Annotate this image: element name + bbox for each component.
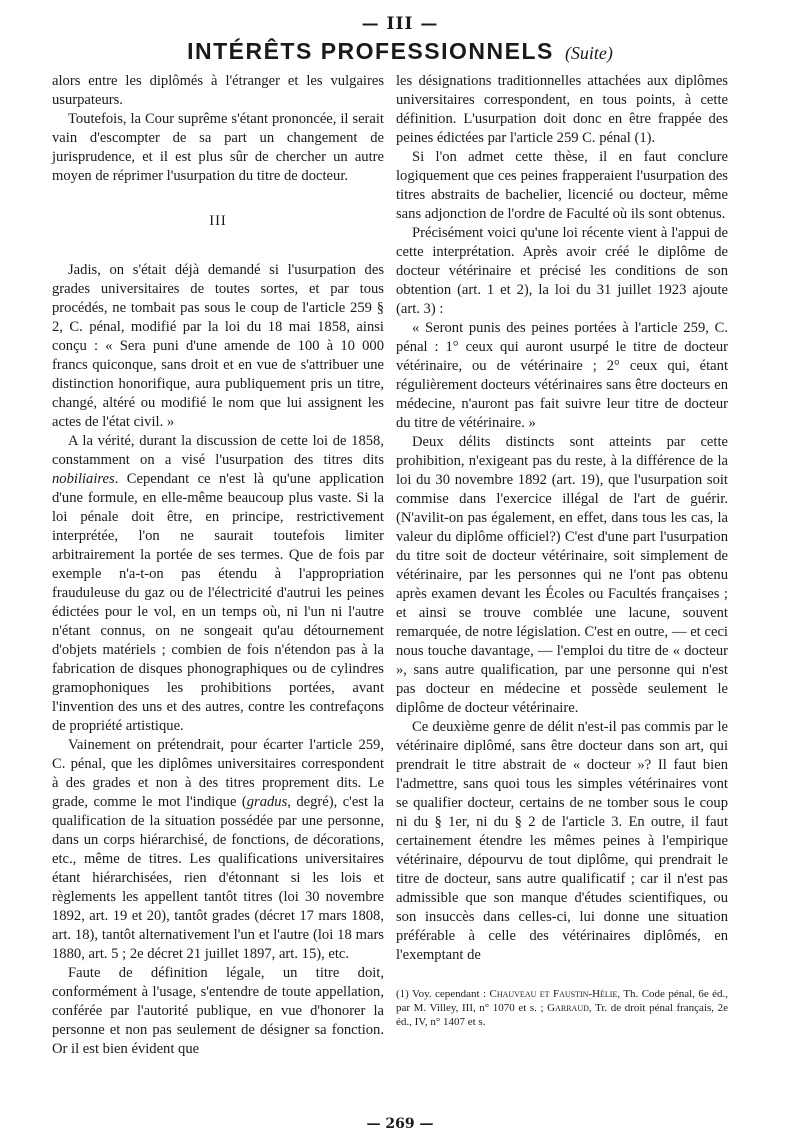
page-roman-numeral: — III —: [361, 14, 439, 34]
title-main: INTÉRÊTS PROFESSIONNELS: [187, 38, 554, 64]
left-paragraph-2: Toutefois, la Cour suprême s'étant prononcée, il serait vain d'escompter de sa part un changement de jurisprudence, et il est plus sûr de chercher un autre moyen de réprimer l'usurpation du titre de docteur.: [52, 111, 384, 184]
right-paragraph-6: Ce deuxième genre de délit n'est-il pas commis par le vétérinaire diplômé, sans être docteur dans son art, qui prendrait le titre abstrait de « docteur »? Il faut bien l'admettre, sans quoi tous les simples vétérinaires vont se qualifier docteur, certains de ne tomber sous le coup ni du § 1er, ni du § 2 de l'article 3. En outre, il faut certainement étendre les mêmes peines à l'empirique vétérinaire, dépourvu de tout diplôme, qui prendrait le titre de docteur, sans autre qualificatif ; car il n'est pas admissible que son manque d'études scientifiques, ou son insuccès dans celles-ci, lui donne une situation préférable à celle des vétérinaires diplômés, en l'exemptant de: [396, 719, 728, 963]
footnote-author-1: Chauveau et Faustin-Hélie: [489, 988, 618, 1000]
right-paragraph-4: « Seront punis des peines portées à l'article 259, C. pénal : 1° ceux qui auront usurpé le titre de docteur vétérinaire, ou de vétérinaire ; 2° ceux qui, étant régulièrement docteurs vétérinaires sans être docteurs en médecine, n'auront pas fait suivre leur titre de docteur du titre de vétérinaire. »: [396, 320, 728, 431]
right-paragraph-1: les désignations traditionnelles attachées aux diplômes universitaires correspondent, en tous points, à cette définition. L'usurpation doit donc en être frappée des peines édictées par l'article 259 C. pénal (1).: [396, 73, 728, 146]
footnote: [396, 987, 728, 1029]
left-paragraph-5: [52, 736, 384, 964]
page-number: — 269 —: [366, 1116, 434, 1132]
left-p4-emphasis: nobiliaires: [52, 471, 115, 487]
left-p4-part-b: . Cependant ce n'est là qu'une application d'une formule, en elle-même beaucoup plus vaste. Si la loi pénale doit être, en principe, restrictivement interprétée, l'on ne saurait toutefois limiter arbitrairement la portée de ses termes. Que de fois par exemple n'a-t-on pas étendu à l'appropriation frauduleuse du gaz ou de l'électricité d'autrui les peines édictées pour le vol, en un temps où, ni l'un ni l'autre n'étant connus, on ne songeait qu'au détournement d'objets matériels ; combien de fois n'étendon pas à la fabrication de disques phonographiques ou de cylindres gramophoniques les prohibitions portées, avant l'invention des uns et des autres, contre les contrefaçons de propriété artistique.: [52, 471, 384, 734]
right-paragraph-3: Précisément voici qu'une loi récente vient à l'appui de cette interprétation. Après avoir créé le diplôme de docteur vétérinaire et précisé les conditions de son obtention (art. 1 et 2), la loi du 31 juillet 1923 ajoute (art. 3) :: [396, 225, 728, 317]
left-paragraph-3: Jadis, on s'était déjà demandé si l'usurpation des grades universitaires de toutes sortes, et par tous procédés, ne tombait pas sous le coup de l'article 259 § 2, C. pénal, modifié par la loi du 18 mai 1858, ainsi conçu : « Sera puni d'une amende de 100 à 10 000 francs quiconque, sans droit et en vue de s'attribuer une distinction honorifique, aura publiquement pris un titre, changé, altéré ou modifié le nom que lui assignent les actes de l'état civil. »: [52, 262, 384, 430]
section-heading: III: [209, 213, 227, 229]
footnote-author-2: Garraud: [547, 1002, 589, 1014]
left-paragraph-6: Faute de définition légale, un titre doit, conformément à l'usage, s'entendre de toute appellation, conférée par l'autorité publique, en vue d'honorer la personne et non pas seulement de désigner sa fonction. Or il est bien évident que: [52, 965, 384, 1057]
left-p5-part-a: Vainement on prétendrait, pour écarter l'article 259, C. pénal, que les diplômes universitaires correspondent à des grades et non à des titres proprement dits. Le grade, comme le mot l'indique (: [52, 737, 384, 810]
footnote-part-a: (1) Voy. cependant :: [396, 988, 490, 1000]
left-column: [52, 72, 384, 1059]
left-paragraph-1: alors entre les diplômés à l'étranger et les vulgaires usurpateurs.: [52, 73, 384, 108]
right-paragraph-2: Si l'on admet cette thèse, il en faut conclure logiquement que ces peines frapperaient l'usurpation des titres abstraits de bachelier, licencié ou docteur, même sans adjonction de l'ordre de Faculté où ils sont obtenus.: [396, 149, 728, 222]
left-p4-part-a: A la vérité, durant la discussion de cette loi de 1858, constamment on a visé l'usurpation des titres dits: [52, 433, 384, 468]
left-paragraph-4: [52, 432, 384, 736]
footnote-part-c: , Tr. de droit pénal français, 2e éd., IV, n° 1407 et s.: [396, 1002, 728, 1028]
right-column: [396, 72, 728, 1029]
page-title: [0, 38, 800, 65]
left-p5-emphasis: gradus: [246, 794, 288, 810]
right-paragraph-5: Deux délits distincts sont atteints par cette prohibition, n'exigeant pas du reste, à la différence de la loi du 30 novembre 1892 (art. 19), que l'usurpation soit commise dans l'exercice illégal de l'art de guérir. (N'avilit-on pas également, en effet, dans tous les cas, la valeur du diplôme officiel?) C'est d'une part l'usurpation du titre soit de docteur vétérinaire, soit simplement de vétérinaire, par les personnes qui ne l'ont pas obtenu après examen devant les Écoles ou Facultés françaises ; et ainsi se trouve comblée une lacune, souvent remarquée, de notre législation. C'est en outre, — et ceci nous touche davantage, — l'emploi du titre de « docteur », sans autre qualification, par une personne qui n'est pas docteur en médecine et possède seulement le diplôme de docteur vétérinaire.: [396, 434, 728, 716]
title-suite: (Suite): [564, 43, 613, 63]
left-p5-part-b: , degré), c'est la qualification de la situation possédée par une personne, dans un corps hiérarchisé, de fonctions, de décorations, etc., même de titres. Les qualifications universitaires étant hiérarchisées, rien d'étonnant si les lois et règlements les appellent tantôt titres (loi 30 novembre 1892, art. 19 et 20), tantôt grades (décret 17 mars 1808, art. 18), tantôt alternativement l'un et l'autre (loi 18 mars 1880, art. 5 ; 2e décret 21 juillet 1897, art. 15), etc.: [52, 794, 384, 962]
footnote-part-b: , Th. Code pénal, 6e éd., par M. Villey, III, n° 1070 et s. ;: [396, 988, 728, 1014]
